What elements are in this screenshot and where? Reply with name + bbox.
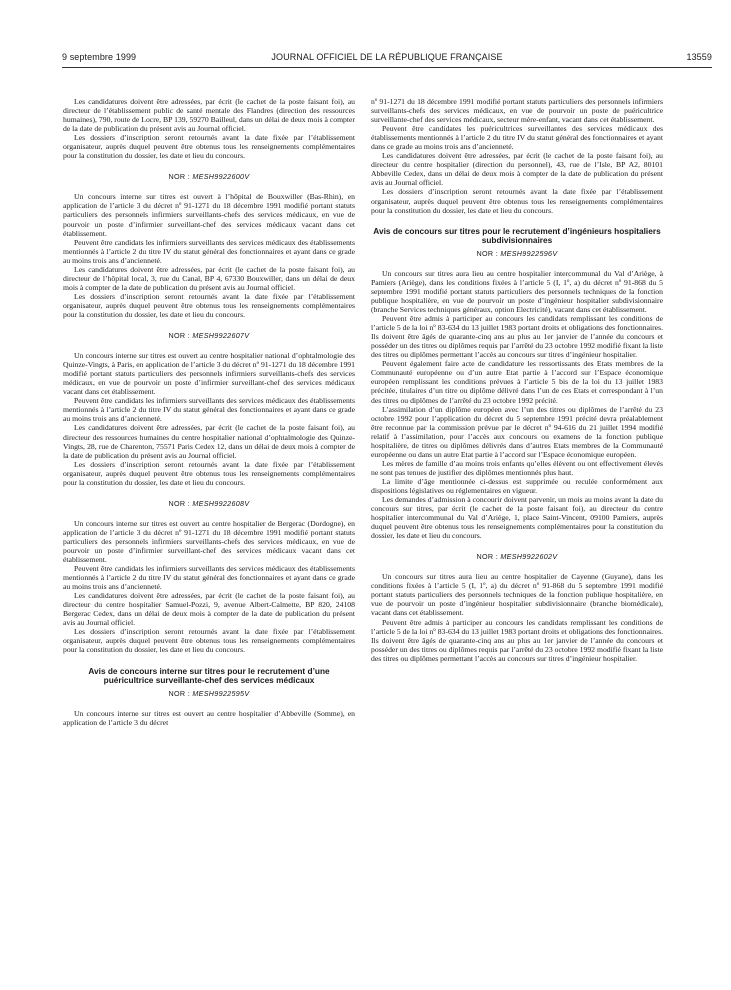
nor-reference bbox=[63, 172, 355, 181]
nor-label: NOR : bbox=[476, 552, 498, 562]
nor-reference bbox=[63, 331, 355, 340]
nor-reference bbox=[63, 499, 355, 508]
paragraph: Les dossiers d’inscription seront retournés avant la date fixée par l’établissement organisateur, auprès duquel peuvent être obtenus tous les renseignements complémentaires pour la constitution du dossier, les date et lieu du concours. bbox=[63, 291, 355, 319]
paragraph: Un concours interne sur titres est ouvert à l’hôpital de Bouxwiller (Bas-Rhin), en application de l’article 3 du décret nº 91-1271 du 18 décembre 1991 modifié portant statuts particuliers des personnels infirmiers surveillants-chefs des services médicaux, en vue de pourvoir un poste d’infirmier surveillant-chef des services médicaux vacant dans cet établissement. bbox=[63, 192, 355, 238]
paragraph: Peuvent être candidats les infirmiers surveillants des services médicaux des établissements mentionnés à l’article 2 du titre IV du statut général des fonctionnaires et ayant dans ce grade au moins trois ans d’ancienneté. bbox=[63, 396, 355, 424]
paragraph: Peuvent être candidats les infirmiers surveillants des services médicaux des établissements mentionnés à l’article 2 du titre IV du statut général des fonctionnaires et ayant dans ce grade au moins trois ans d’ancienneté. bbox=[63, 237, 355, 265]
paragraph: Les dossiers d’inscription seront retournés avant la date fixée par l’établissement organisateur, auprès duquel peuvent être obtenus tous les renseignements complémentaires pour la constitution du dossier, les date et lieu du concours. bbox=[63, 459, 355, 487]
paragraph: Un concours interne sur titres est ouvert au centre hospitalier de Bergerac (Dordogne), en application de l’article 3 du décret nº 91-1271 du 18 décembre 1991 modifié portant statuts particuliers des personnels infirmiers surveillants-chefs des services médicaux, en vue de pourvoir un poste d’infirmier surveillant-chef des services médicaux vacant dans cet établissement. bbox=[63, 518, 355, 565]
paragraph: Les dossiers d’inscription seront retournés avant la date fixée par l’établissement organisateur, auprès duquel peuvent être obtenus tous les renseignements complémentaires pour la constitution du dossier, les date et lieu du concours. bbox=[63, 133, 355, 161]
paragraph: Les candidatures doivent être adressées, par écrit (le cachet de la poste faisant foi), au directeur de l’établissement public de santé mentale des Flandres (direction des ressources humaines), 790, route de Locre, BP 139, 59270 Bailleul, dans un délai de deux mois à compter de la date de publication du présent avis au Journal officiel. bbox=[63, 97, 355, 134]
paragraph: Peuvent être candidates les puéricultrices surveillantes des services médicaux des établissements mentionnés à l’article 2 du titre IV du statut général des fonctionnaires et ayant dans ce grade au moins trois ans d’ancienneté. bbox=[371, 124, 663, 152]
nor-reference bbox=[371, 249, 663, 258]
nor-code: MESH9922596V bbox=[500, 248, 558, 258]
nor-reference bbox=[371, 552, 663, 561]
paragraph: Peuvent également faire acte de candidature les ressortissants des Etats membres de la Communauté européenne ou d’un autre Etat partie à l’accord sur l’Espace économique européen remplissant les conditions prévues à l’article 5 bis de la loi du 13 juillet 1983 précitée, titulaires d’un titre ou diplôme délivré dans l’un de ces Etats et correspondant à l’un des titres ou diplômes de l’arrêté du 23 octobre 1992 précité. bbox=[371, 359, 663, 405]
section-heading: Avis de concours sur titres pour le recrutement d’ingénieurs hospitaliers subdivisionnaires bbox=[373, 225, 661, 246]
paragraph: Les candidatures doivent être adressées, par écrit (le cachet de la poste faisant foi), au directeur du centre hospitalier (direction du personnel), 43, rue de l’Isle, BP A2, 80101 Abbeville Cedex, dans un délai de deux mois à compter de la date de publication du présent avis au Journal officiel. bbox=[371, 151, 663, 188]
paragraph: Peuvent être admis à participer au concours les candidats remplissant les conditions de l’article 5 de la loi nº 83-634 du 13 juillet 1983 portant droits et obligations des fonctionnaires. Ils doivent être âgés de quarante-cinq ans au plus au 1er janvier de l’année du concours et posséder un des titres ou diplômes requis par l’arrêté du 23 octobre 1992 modifié fixant la liste des titres ou diplômes permettant l’accès au concours sur titres d’ingénieur hospitalier. bbox=[371, 314, 663, 360]
right-column bbox=[371, 97, 663, 663]
paragraph: Les candidatures doivent être adressées, par écrit (le cachet de la poste faisant foi), au directeur de l’hôpital local, 3, rue du Canal, BP 4, 67330 Bouxwiller, dans un délai de deux mois à compter de la date de publication du présent avis au Journal officiel. bbox=[63, 264, 355, 292]
section-heading: Avis de concours interne sur titres pour le recrutement d’une puéricultrice surveillante-chef des services médicaux bbox=[88, 665, 330, 686]
nor-code: MESH9922607V bbox=[192, 331, 250, 341]
paragraph: Peuvent être candidats les infirmiers surveillants des services médicaux des établissements mentionnés à l’article 2 du titre IV du statut général des fonctionnaires et ayant dans ce grade au moins trois ans d’ancienneté. bbox=[63, 564, 355, 592]
paragraph: Un concours interne sur titres est ouvert au centre hospitalier d’Abbeville (Somme), en application de l’article 3 du décret bbox=[63, 708, 355, 727]
paragraph: Un concours interne sur titres est ouvert au centre hospitalier national d’ophtalmologie des Quinze-Vingts, à Paris, en application de l’article 3 du décret nº 91-1271 du 18 décembre 1991 modifié portant statuts particuliers des personnels infirmiers surveillants-chefs des services médicaux, en vue de pourvoir un poste d’infirmier surveillant-chef des services médicaux vacant dans cet établissement. bbox=[63, 351, 355, 397]
nor-label: NOR : bbox=[168, 688, 190, 698]
nor-code: MESH9922595V bbox=[192, 688, 250, 698]
paragraph: Les candidatures doivent être adressées, par écrit (le cachet de la poste faisant foi), au directeur des ressources humaines du centre hospitalier national d’ophtalmologie des Quinze-Vingts, 28, rue de Charenton, 75571 Paris Cedex 12, dans un délai de deux mois à compter de la date de publication du présent avis au Journal officiel. bbox=[63, 423, 355, 460]
paragraph: Peuvent être admis à participer au concours les candidats remplissant les conditions de l’article 5 de la loi nº 83-634 du 13 juillet 1983 portant droits et obligations des fonctionnaires. Ils doivent être âgés de quarante-cinq ans au plus au 1er janvier de l’année du concours et posséder un des titres ou diplômes requis par l’arrêté du 23 octobre 1992 modifié fixant la liste des titres ou diplômes permettant l’accès au concours sur titres d’ingénieur hospitalier. bbox=[371, 617, 663, 663]
paragraph: Un concours sur titres aura lieu au centre hospitalier intercommunal du Val d’Ariège, à Pamiers (Ariège), dans les conditions fixées à l’article 5 (I, 1º, a) du décret nº 91-868 du 5 septembre 1991 modifié portant statuts particuliers des personnels techniques de la fonction publique hospitalière, en vue de pourvoir un poste d’ingénieur hospitalier subdivisionnaire (branche Services techniques généraux, option Electricité), vacant dans cet établissement. bbox=[371, 268, 663, 315]
nor-code: MESH9922600V bbox=[192, 172, 250, 182]
paragraph: Les mères de famille d’au moins trois enfants qu’elles élèvent ou ont effectivement élevés ne sont pas tenues de justifier des diplômes mentionnés plus haut. bbox=[371, 458, 663, 477]
nor-label: NOR : bbox=[476, 248, 498, 258]
nor-code: MESH9922602V bbox=[500, 552, 558, 562]
nor-reference bbox=[63, 689, 355, 698]
left-column bbox=[63, 97, 355, 727]
page-header bbox=[62, 52, 712, 66]
paragraph: Les dossiers d’inscription seront retournés avant la date fixée par l’établissement organisateur, auprès duquel peuvent être obtenus tous les renseignements complémentaires pour la constitution du dossier, les date et lieu du concours. bbox=[63, 627, 355, 655]
nor-code: MESH9922608V bbox=[192, 498, 250, 508]
paragraph: Les candidatures doivent être adressées, par écrit (le cachet de la poste faisant foi), au directeur du centre hospitalier Samuel-Pozzi, 9, avenue Albert-Calmette, BP 820, 24108 Bergerac Cedex, dans un délai de deux mois à compter de la date de publication du présent avis au Journal officiel. bbox=[63, 591, 355, 628]
nor-label: NOR : bbox=[168, 331, 190, 341]
header-rule bbox=[62, 67, 712, 68]
paragraph-continued: nº 91-1271 du 18 décembre 1991 modifié portant statuts particuliers des personnels infirmiers surveillants-chefs des services médicaux, en vue de pourvoir un poste de puéricultrice surveillante-chef des services médicaux, secteur mère-enfant, vacant dans cet établissement. bbox=[371, 97, 663, 125]
paragraph: Les dossiers d’inscription seront retournés avant la date fixée par l’établissement organisateur, auprès duquel peuvent être obtenus tous les renseignements complémentaires pour la constitution du dossier, les date et lieu du concours. bbox=[371, 187, 663, 215]
paragraph: Les demandes d’admission à concourir doivent parvenir, un mois au moins avant la date du concours sur titres, par écrit (le cachet de la poste faisant foi), au directeur du centre hospitalier intercommunal du Val d’Ariège, 1, place Saint-Vincent, 09100 Pamiers, auprès duquel peuvent être obtenus tous les renseignements complémentaires pour la constitution du dossier, les date et lieu du concours. bbox=[371, 495, 663, 541]
header-page-number: 13559 bbox=[686, 52, 712, 62]
nor-label: NOR : bbox=[168, 498, 190, 508]
header-journal-title: JOURNAL OFFICIEL DE LA RÉPUBLIQUE FRANÇAISE bbox=[271, 52, 503, 62]
paragraph: Un concours sur titres aura lieu au centre hospitalier de Cayenne (Guyane), dans les conditions fixées à l’article 5 (I, 1º, a) du décret nº 91-868 du 5 septembre 1991 modifié portant statuts particuliers des personnels techniques de la fonction publique hospitalière, en vue de pourvoir un poste d’ingénieur hospitalier subdivisionnaire (branche biomédicale), vacant dans cet établissement. bbox=[371, 572, 663, 618]
nor-label: NOR : bbox=[168, 172, 190, 182]
paragraph: L’assimilation d’un diplôme européen avec l’un des titres ou diplômes de l’arrêté du 23 octobre 1992 pour l’application du décret du 5 septembre 1991 précité devra préalablement être reconnue par la commission prévue par le décret nº 94-616 du 21 juillet 1994 modifié relatif à l’assimilation, pour l’accès aux concours ou examens de la fonction publique hospitalière, de titres ou diplômes délivrés dans d’autres Etats membres de la Communauté européenne ou dans un autre Etat partie à l’accord sur l’Espace économique européen. bbox=[371, 404, 663, 459]
header-date: 9 septembre 1999 bbox=[62, 52, 137, 62]
paragraph: La limite d’âge mentionnée ci-dessus est supprimée ou reculée conformément aux dispositions législatives ou réglementaires en vigueur. bbox=[371, 476, 663, 495]
